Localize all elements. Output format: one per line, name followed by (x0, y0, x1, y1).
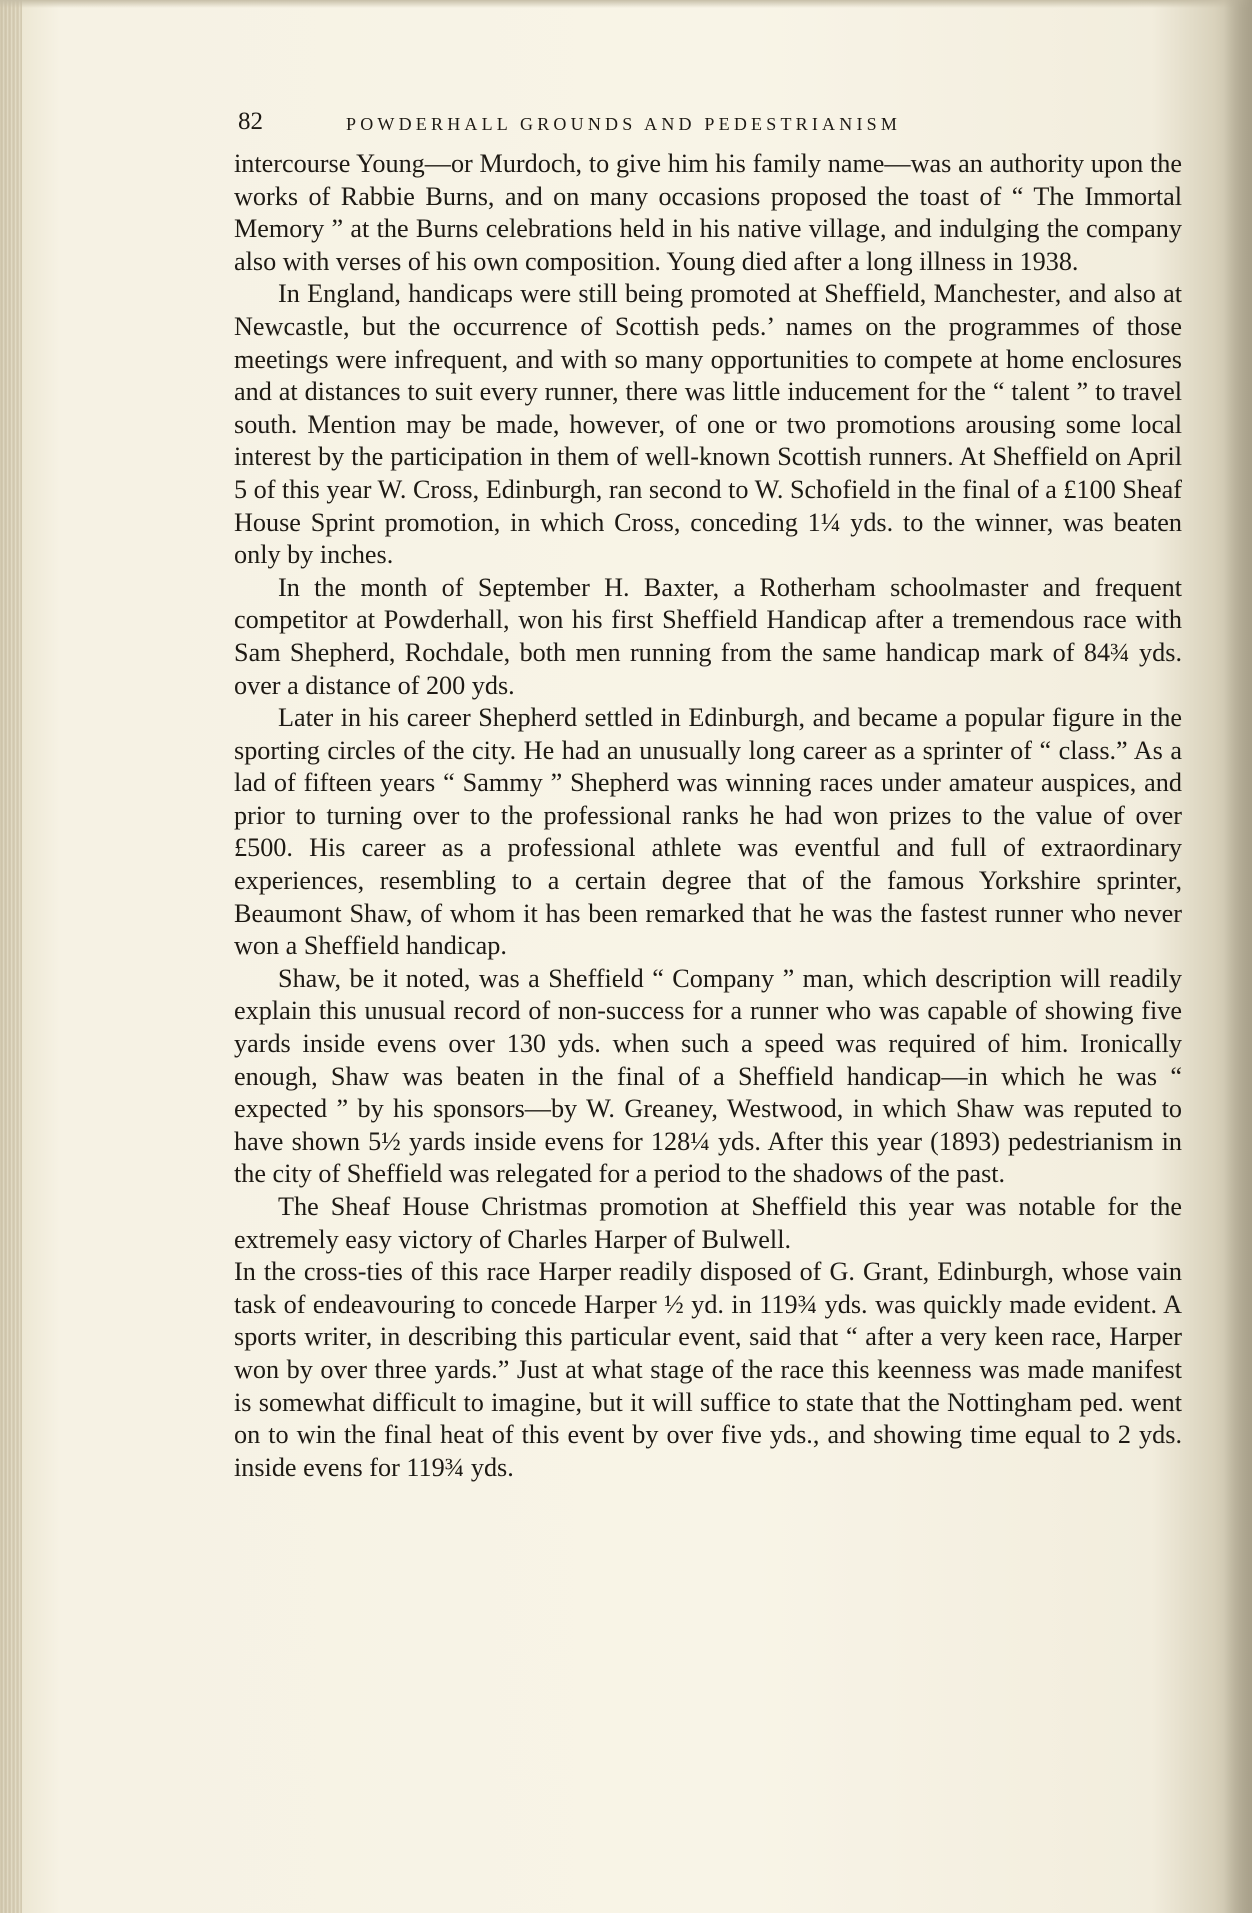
page-top-edge (0, 0, 1252, 8)
paragraph-1: intercourse Young—or Murdoch, to give him his family name—was an authority upon the works of Rabbie Burns, and on many occasions proposed the toast of “ The Immortal Memory ” at the Burns celebrations held in his native village, and indulging the company also with verses of his own composition. Young died after a long illness in 1938. (234, 149, 1182, 276)
page-number: 82 (238, 108, 263, 135)
paragraph-5: Shaw, be it noted, was a Sheffield “ Company ” man, which description will readily explain this unusual record of non-success for a runner who was capable of showing five yards inside evens over 130 yds. when such a speed was required of him. Ironically enough, Shaw was beaten in the final of a Sheffield handicap—in which he was “ expected ” by his sponsors—by W. Greaney, Westwood, in which Shaw was reputed to have shown 5½ yards inside evens for 128¼ yds. After this year (1893) pedestrianism in the city of Sheffield was relegated for a period to the shadows of the past. (234, 963, 1182, 1189)
paragraph-3: In the month of September H. Baxter, a Rotherham schoolmaster and frequent competitor at Powderhall, won his first Sheffield Handicap after a tremendous race with Sam Shepherd, Rochdale, both men running from the same handicap mark of 84¾ yds. over a distance of 200 yds. (234, 572, 1182, 700)
book-spine-edge (0, 0, 22, 1913)
body-text (222, 148, 1186, 1484)
page-right-edge (1224, 0, 1252, 1913)
page-content (222, 104, 1186, 1484)
paragraph-6: The Sheaf House Christmas promotion at Sheffield this year was notable for the extremely easy victory of Charles Harper of Bulwell. (234, 1192, 1182, 1254)
paragraph-2: In England, handicaps were still being promoted at Sheffield, Manchester, and also at Newcastle, but the occurrence of Scottish peds.’ names on the programmes of those meetings were infrequent, and with so many opportunities to compete at home enclosures and at distances to suit every runner, there was little inducement for the “ talent ” to travel south. Mention may be made, however, of one or two promotions arousing some local interest by the participation in them of well-known Scottish runners. At Sheffield on April 5 of this year W. Cross, Edinburgh, ran second to W. Schofield in the final of a £100 Sheaf House Sprint promotion, in which Cross, conceding 1¼ yds. to the winner, was beaten only by inches. (234, 279, 1182, 570)
paragraph-4: Later in his career Shepherd settled in Edinburgh, and became a popular figure in the sporting circles of the city. He had an unusually long career as a sprinter of “ class.” As a lad of fifteen years “ Sammy ” Shepherd was winning races under amateur auspices, and prior to turning over to the professional ranks he had won prizes to the value of over £500. His career as a professional athlete was eventful and full of extraordinary experiences, resembling to a certain degree that of the famous Yorkshire sprinter, Beaumont Shaw, of whom it has been remarked that he was the fastest runner who never won a Sheffield handicap. (234, 703, 1182, 961)
running-title: POWDERHALL GROUNDS AND PEDESTRIANISM (346, 114, 902, 134)
running-head (222, 104, 1186, 148)
paragraph-7: In the cross-ties of this race Harper readily disposed of G. Grant, Edinburgh, whose vain task of endeavouring to concede Harper ½ yd. in 119¾ yds. was quickly made evident. A sports writer, in describing this particular event, said that “ after a very keen race, Harper won by over three yards.” Just at what stage of the race this keenness was made manifest is somewhat difficult to imagine, but it will suffice to state that the Nottingham ped. went on to win the final heat of this event by over five yds., and showing time equal to 2 yds. inside evens for 119¾ yds. (234, 1257, 1182, 1482)
